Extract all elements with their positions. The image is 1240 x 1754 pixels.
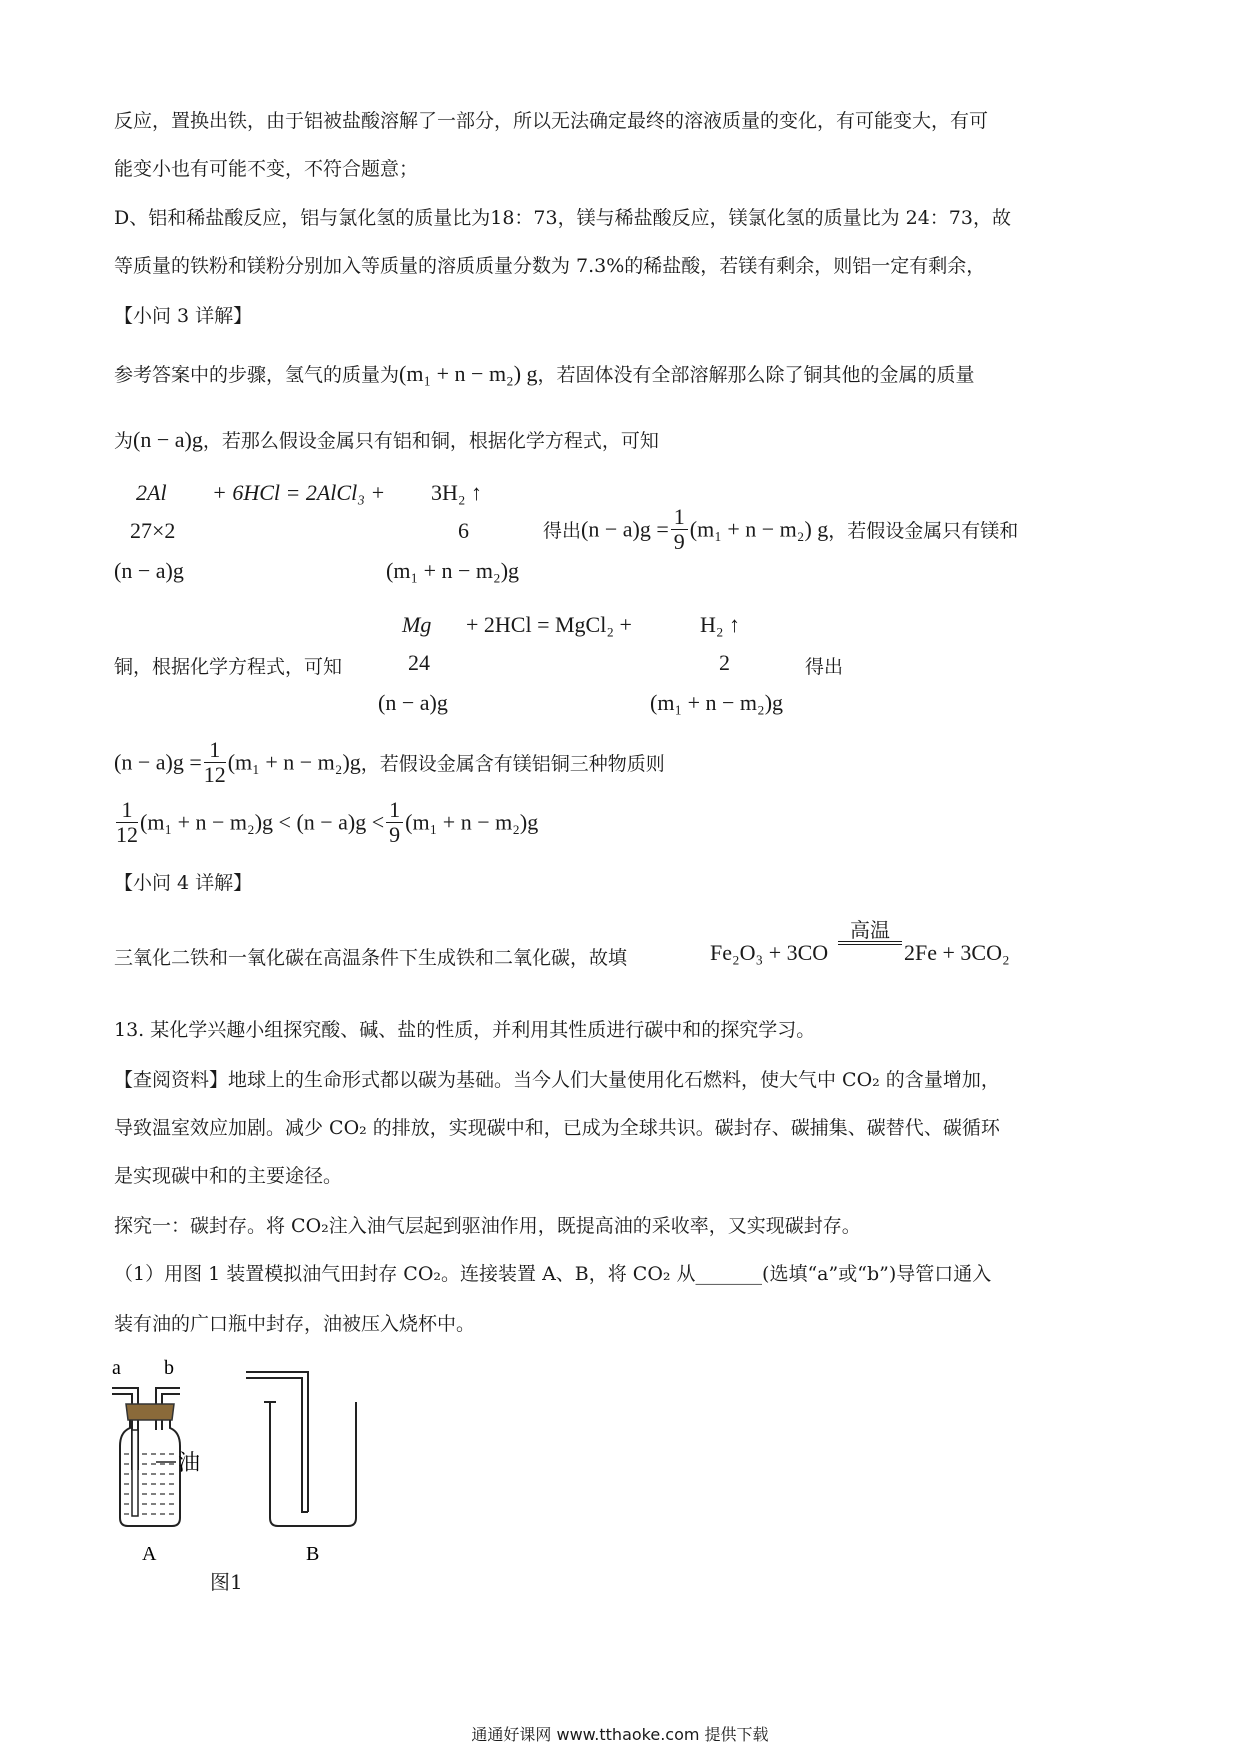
- math-expr: (m₁ + n − m₂)g < (n − a)g <: [140, 809, 385, 835]
- mass-value: (n − a)g: [378, 690, 448, 715]
- deduction-line: [543, 505, 1018, 554]
- mass-value: (m₁ + n − m₂)g: [650, 690, 784, 715]
- fraction-denominator: 12: [203, 762, 226, 787]
- device-label-b: B: [306, 1543, 320, 1565]
- deduction-line: [114, 738, 665, 787]
- equation-reactant: Mg: [402, 612, 432, 637]
- page-footer: 通通好课网 www.tthaoke.com 提供下载: [471, 1725, 769, 1744]
- math-expr: (m₁ + n − m₂) g: [399, 361, 538, 386]
- fraction-numerator: 1: [386, 798, 403, 823]
- tube-label-a: a: [112, 1357, 121, 1379]
- math-expr: (m₁ + n − m₂) g: [689, 516, 829, 542]
- question-title: 13. 某化学兴趣小组探究酸、碱、盐的性质，并利用其性质进行碳中和的探究学习。: [114, 1019, 816, 1041]
- delivery-tube: [246, 1372, 308, 1512]
- math-expr: (n − a)g: [133, 427, 203, 452]
- molar-mass: 27×2: [130, 518, 176, 543]
- equation-middle: [212, 480, 385, 506]
- text-span: ，若假设金属含有镁铝铜三种物质则: [360, 753, 665, 775]
- fraction-numerator: 1: [204, 738, 226, 763]
- chemical-equation-left: [710, 940, 828, 966]
- text-line: （1）用图 1 装置模拟油气田封存 CO₂。连接装置 A、B，将 CO₂ 从_______(选填“a”或“b”)导管口通入: [114, 1263, 992, 1285]
- fraction-denominator: 9: [389, 822, 401, 847]
- text-line: 是实现碳中和的主要途径。: [114, 1165, 343, 1187]
- text-line: 反应，置换出铁，由于铝被盐酸溶解了一部分，所以无法确定最终的溶液质量的变化，有可能变大，有可: [114, 110, 989, 132]
- text-line: [114, 360, 975, 387]
- math-expr: (m₁ + n − m₂)g: [405, 809, 539, 835]
- oil-label: 油: [178, 1450, 201, 1475]
- tube-label-b: b: [164, 1357, 174, 1379]
- text-line: 三氧化二铁和一氧化碳在高温条件下生成铁和二氧化碳，故填: [114, 947, 628, 969]
- molar-mass: 6: [458, 518, 469, 543]
- text-line: [114, 426, 659, 453]
- equation-product: 3H₂ ↑: [431, 480, 483, 505]
- figure-caption: 图1: [210, 1570, 243, 1594]
- math-expr: (n − a)g =: [581, 516, 669, 542]
- wide-mouth-bottle: [120, 1420, 180, 1526]
- text-line: 等质量的铁粉和镁粉分别加入等质量的溶质质量分数为 7.3%的稀盐酸，若镁有剩余，则铝一定有剩余，: [114, 255, 986, 277]
- equation-text: + 2HCl = MgCl₂ +: [466, 612, 632, 637]
- fraction: [204, 738, 226, 787]
- equation-text: Fe₂O₃ + 3CO: [710, 940, 829, 965]
- text-span: 得出: [543, 520, 582, 542]
- text-line: 【查阅资料】地球上的生命形式都以碳为基础。当今人们大量使用化石燃料，使大气中 CO₂ 的含量增加，: [114, 1069, 1000, 1091]
- text-span: 参考答案中的步骤，氢气的质量为: [114, 364, 400, 386]
- section-heading: 【小问 3 详解】: [114, 305, 253, 327]
- math-expr: (n − a)g =: [114, 749, 202, 775]
- beaker: [270, 1402, 356, 1526]
- text-line: 装有油的广口瓶中封存，油被压入烧杯中。: [114, 1313, 476, 1335]
- text-span: 为: [114, 430, 134, 452]
- molar-mass: 24: [408, 650, 430, 675]
- math-expr: (m₁ + n − m₂)g: [227, 749, 361, 775]
- fraction: [386, 798, 403, 847]
- fraction-numerator: 1: [116, 798, 138, 823]
- reaction-equals-sign: [838, 941, 902, 945]
- rubber-stopper: [126, 1404, 174, 1420]
- mass-value: (m₁ + n − m₂)g: [386, 558, 520, 583]
- fraction-denominator: 12: [116, 822, 138, 847]
- text-span: ，若固体没有全部溶解那么除了铜其他的金属的质量: [537, 364, 975, 386]
- text-line: 探究一：碳封存。将 CO₂注入油气层起到驱油作用，既提高油的采收率，又实现碳封存。: [114, 1215, 861, 1237]
- inequality-line: [114, 798, 538, 847]
- fraction-numerator: 1: [671, 505, 688, 530]
- text-line: 导致温室效应加剧。减少 CO₂ 的排放，实现碳中和，已成为全球共识。碳封存、碳捕集、碳替代、碳循环: [114, 1117, 1000, 1139]
- molar-mass: 2: [719, 650, 730, 675]
- equation-text: + 6HCl = 2AlCl₃ +: [212, 480, 386, 505]
- text-line: 得出: [805, 656, 844, 678]
- fraction: [116, 798, 138, 847]
- reaction-condition: 高温: [850, 918, 890, 942]
- fraction: [671, 505, 688, 554]
- chemical-equation-right: 2Fe + 3CO₂: [904, 940, 1010, 965]
- equation-reactant: 2Al: [136, 480, 167, 505]
- text-line: D、铝和稀盐酸反应，铝与氯化氢的质量比为18：73，镁与稀盐酸反应，镁氯化氢的质量比为 24：73，故: [114, 207, 1011, 229]
- text-span: ，若假设金属只有镁和: [828, 520, 1019, 542]
- long-tube: [132, 1430, 138, 1516]
- fraction-denominator: 9: [673, 529, 685, 554]
- device-label-a: A: [142, 1543, 157, 1565]
- text-line: 铜，根据化学方程式，可知: [114, 656, 343, 678]
- section-heading: 【小问 4 详解】: [114, 872, 253, 894]
- text-line: 能变小也有可能不变，不符合题意；: [114, 158, 419, 180]
- text-span: ，若那么假设金属只有铝和铜，根据化学方程式，可知: [202, 430, 659, 452]
- equation-middle: [466, 612, 632, 638]
- figure-1-diagram: [100, 1350, 400, 1570]
- delivery-tube-inner: [246, 1378, 308, 1512]
- mass-value: (n − a)g: [114, 558, 184, 583]
- equation-product: H₂ ↑: [700, 612, 741, 637]
